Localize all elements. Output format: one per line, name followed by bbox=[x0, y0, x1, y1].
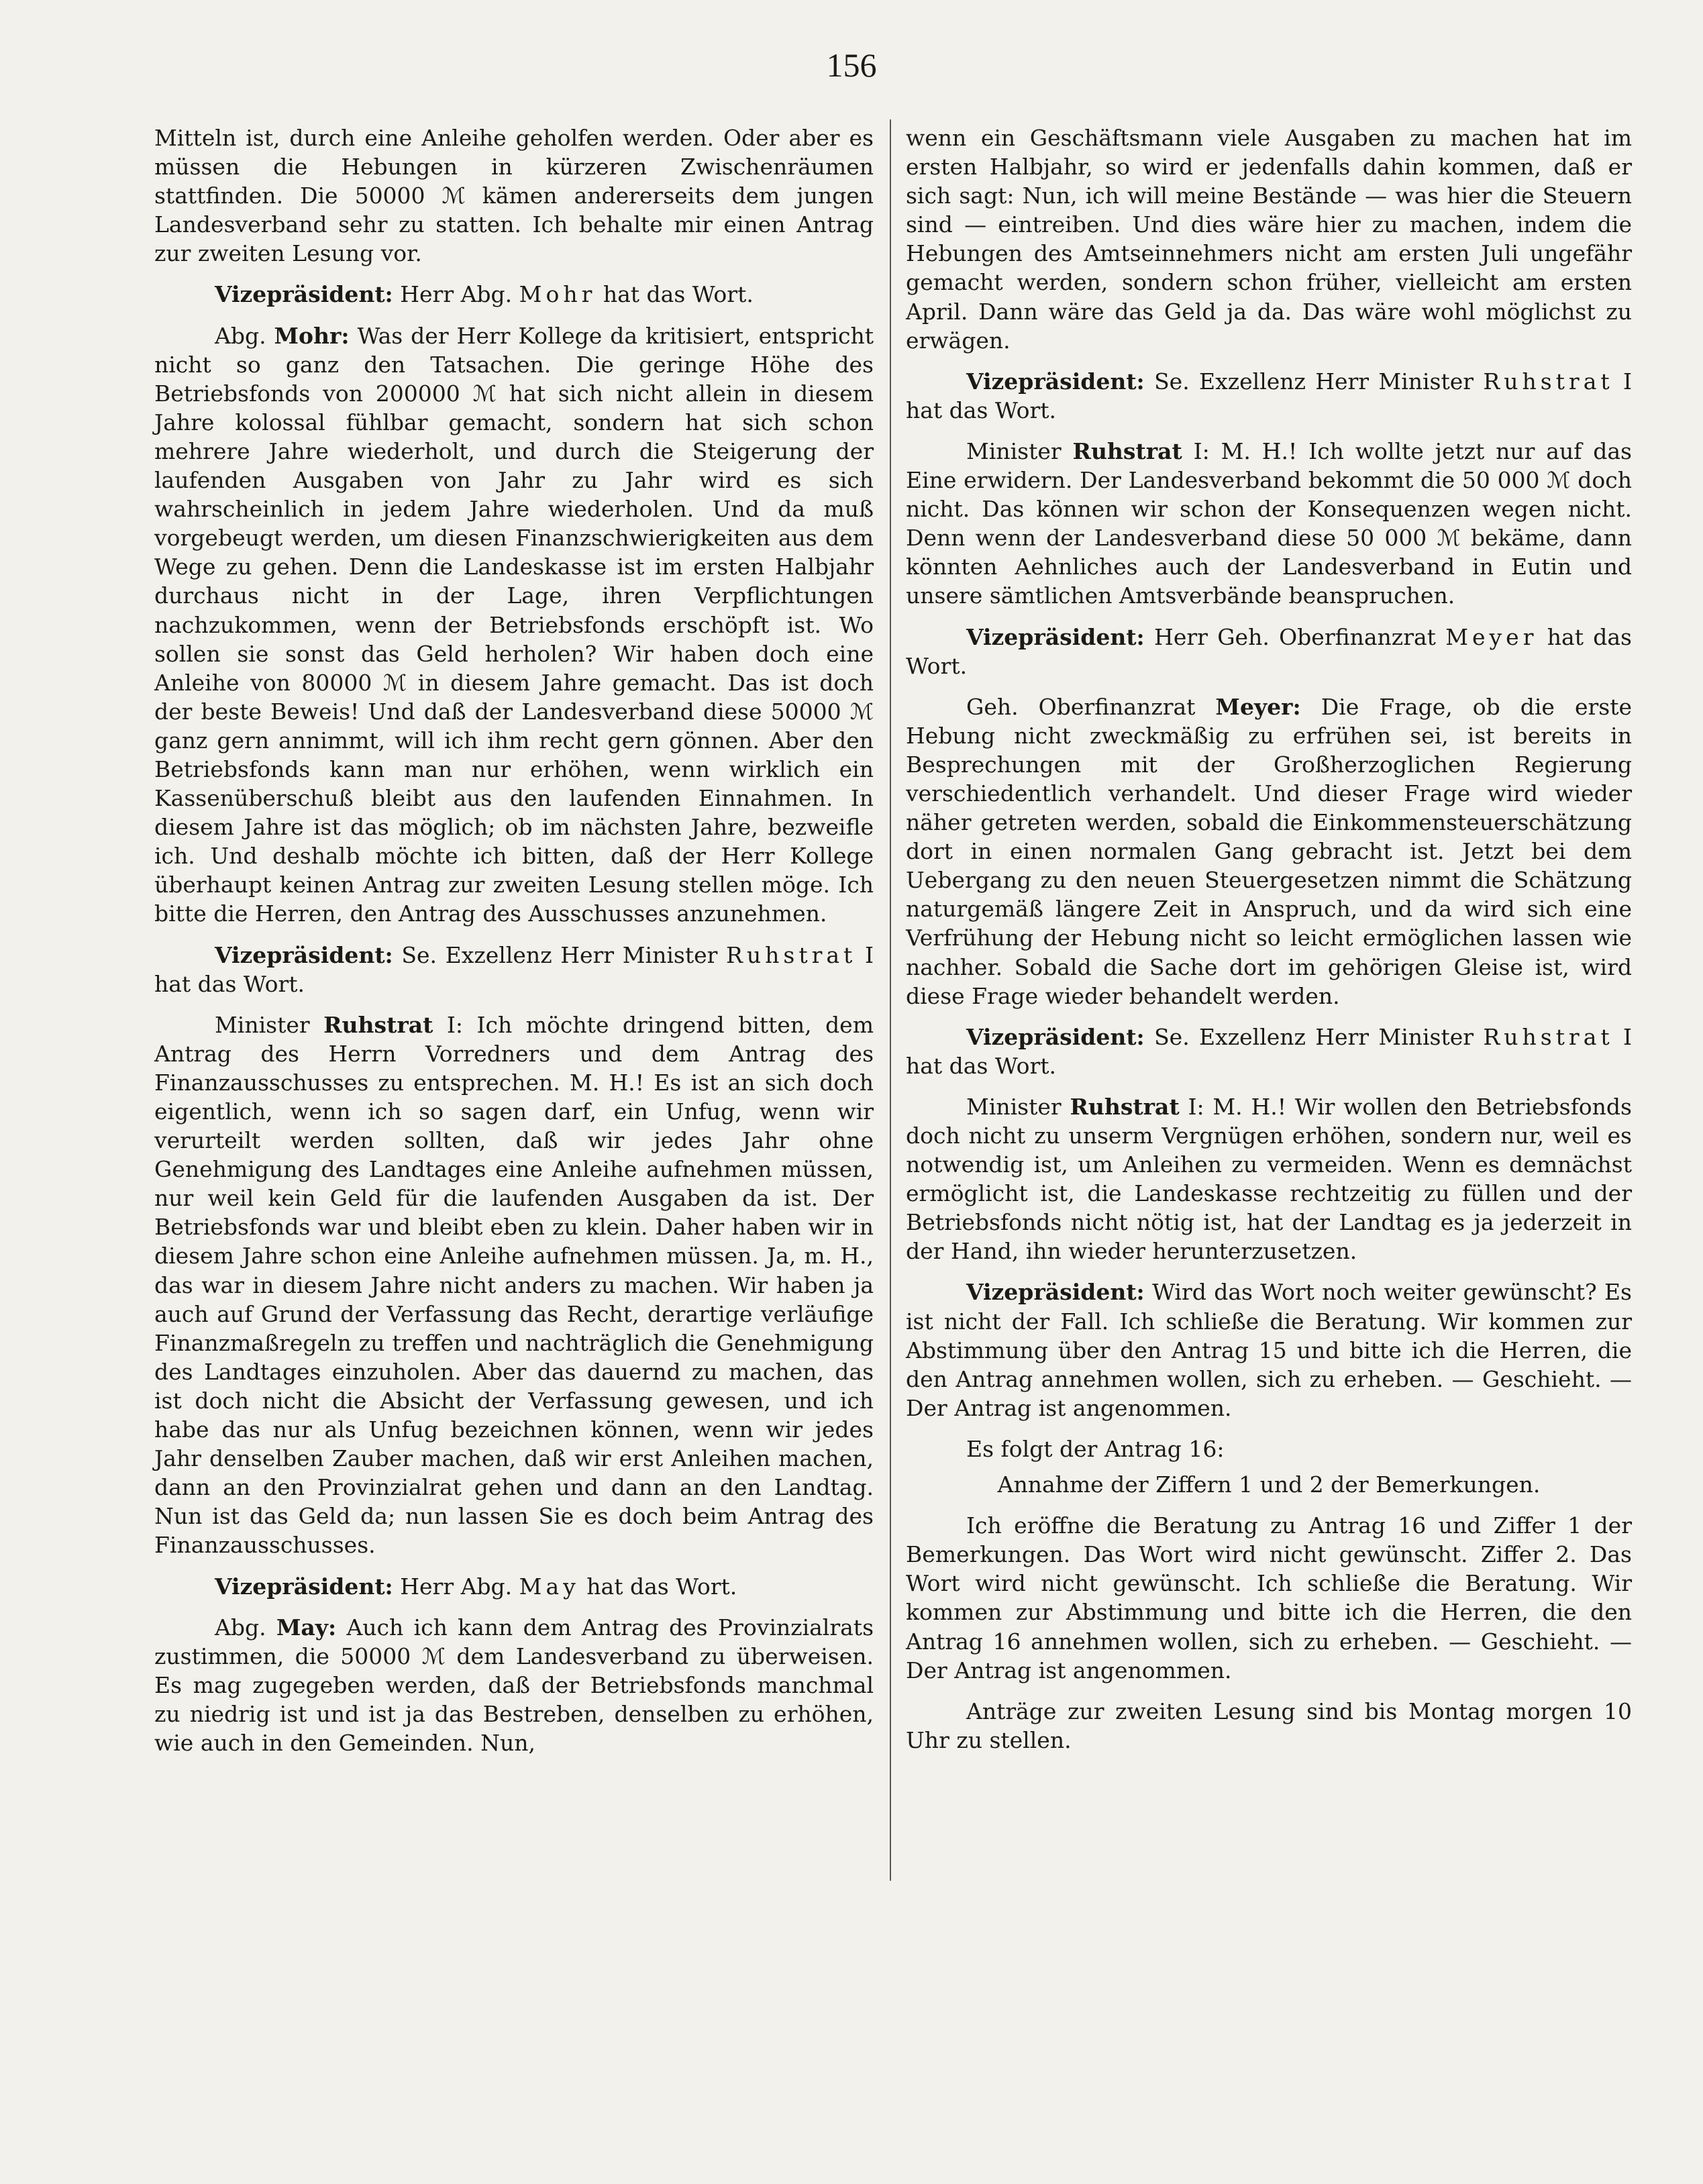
speech-text: I: M. H.! Ich wollte jetzt nur auf das Eine erwidern. Der Landesverband bekommt die 50 000 ℳ doch nicht. Das können wir schon der Konsequenzen wegen nicht. Denn wenn der Landesverband diese 50 000 ℳ bekäme, dann könnten Aehnliches auch der Landesverband in Eutin und unsere sämtlichen Amtsverbände beanspruchen. bbox=[906, 437, 1632, 609]
paragraph: Anträge zur zweiten Lesung sind bis Montag morgen 10 Uhr zu stellen. bbox=[906, 1698, 1632, 1753]
speaker-title: Geh. Oberfinanzrat bbox=[966, 693, 1216, 720]
speaker-title: Minister bbox=[215, 1011, 324, 1038]
statement-tail: hat das Wort. bbox=[579, 1573, 737, 1600]
chair-statement bbox=[906, 1278, 1632, 1422]
chair-statement bbox=[906, 1023, 1632, 1080]
statement-text: Herr Abg. bbox=[400, 281, 519, 308]
spaced-name: Ruhstrat bbox=[1483, 1023, 1614, 1050]
statement-text: Herr Abg. bbox=[400, 1573, 519, 1600]
column-divider bbox=[890, 119, 891, 1881]
statement-tail: I hat das Wort. bbox=[906, 1023, 1632, 1079]
statement-text: Herr Geh. Oberfinanzrat bbox=[1154, 623, 1446, 650]
speaker-title: Minister bbox=[966, 437, 1073, 464]
statement-tail: I hat das Wort. bbox=[906, 368, 1632, 423]
spaced-name: Meyer bbox=[1445, 623, 1538, 650]
statement-text: Se. Exzellenz Herr Minister bbox=[1154, 1023, 1484, 1050]
chair-statement bbox=[154, 941, 874, 998]
speaker-title: Abg. bbox=[215, 322, 274, 349]
speech-text: I: Ich möchte dringend bitten, dem Antrag des Herrn Vorredners und dem Antrag des Finanzausschusses zu entsprechen. M. H.! Es ist an sich doch eigentlich, wenn ich so sagen darf, ein Unfug, wenn wir verurteilt werden sollten, daß wir jedes Jahr ohne Genehmigung des Landtages eine Anleihe aufnehmen müssen, nur weil kein Geld für die laufenden Ausgaben da ist. Der Betriebsfonds war und bleibt eben zu klein. Daher haben wir in diesem Jahre schon eine Anleihe aufnehmen müssen. Ja, m. H., das war in diesem Jahre nicht anders zu machen. Wir haben ja auch auf Grund der Verfassung das Recht, derartige verläufige Finanzmaßregeln zu treffen und nachträglich die Genehmigung des Landtages einzuholen. Aber das dauernd zu machen, das ist doch nicht die Absicht der Verfassung gewesen, und ich habe das nur als Unfug bezeichnen können, wenn wir jedes Jahr denselben Zauber machen, daß wir erst Anleihen machen, dann an den Provinzialrat gehen und dann an den Landtag. Nun ist das Geld da; nun lassen Sie es doch beim Antrag des Finanzausschusses. bbox=[154, 1011, 874, 1559]
paragraph: Ich eröffne die Beratung zu Antrag 16 und Ziffer 1 der Bemerkungen. Das Wort wird nicht gewünscht. Ziffer 2. Das Wort wird nicht gewünscht. Ich schließe die Beratung. Wir kommen zur Abstimmung und bitte ich die Herren, die den Antrag 16 annehmen wollen, sich zu erheben. — Geschieht. — Der Antrag ist angenommen. bbox=[906, 1512, 1632, 1683]
statement-tail: hat das Wort. bbox=[906, 623, 1632, 679]
speaker-name: Vizepräsident: bbox=[215, 281, 393, 308]
speaker-name: Ruhstrat bbox=[1070, 1093, 1180, 1120]
speaker-name: Vizepräsident: bbox=[966, 368, 1145, 395]
speaker-title: Minister bbox=[966, 1093, 1070, 1120]
paragraph bbox=[154, 123, 874, 268]
page-number: 156 bbox=[826, 46, 877, 84]
speaker-name: Vizepräsident: bbox=[215, 1573, 393, 1600]
speech-paragraph bbox=[906, 437, 1632, 611]
paragraph-text: wenn ein Geschäftsmann viele Ausgaben zu machen hat im ersten Halbjahr, so wird er jedenfalls dahin kommen, daß er sich sagt: Nun, ich will meine Bestände — was hier die Steuern sind — eintreiben. Und dies wäre hier zu machen, indem die Hebungen des Amtseinnehmers nicht am ersten Juli ungefähr gemacht werden, sondern schon früher, vielleicht am ersten April. Dann wäre das Geld ja da. Das wäre wohl möglichst zu erwägen. bbox=[906, 125, 1632, 354]
paragraph bbox=[906, 123, 1632, 355]
speaker-name: Meyer: bbox=[1215, 693, 1301, 720]
speech-text: Auch ich kann dem Antrag des Provinzialrats zustimmen, die 50000 ℳ dem Landesverband zu überweisen. Es mag zugegeben werden, daß der Betriebsfonds manchmal zu niedrig ist und ist ja das Bestreben, denselben zu erhöhen, wie auch in den Gemeinden. Nun, bbox=[154, 1614, 874, 1756]
speaker-name: Vizepräsident: bbox=[215, 941, 393, 968]
spaced-name: May bbox=[519, 1573, 580, 1600]
statement-text: Wird das Wort noch weiter gewünscht? Es ist nicht der Fall. Ich schließe die Beratung. Wir kommen zur Abstimmung über den Antrag 15 und bitte ich die Herren, die den Antrag annehmen wollen, sich zu erheben. — Geschieht. — Der Antrag ist angenommen. bbox=[906, 1279, 1632, 1421]
speaker-name: May: bbox=[276, 1614, 337, 1641]
speech-text: I: M. H.! Wir wollen den Betriebsfonds doch nicht zu unserm Vergnügen erhöhen, sondern nur, weil es notwendig ist, um Anleihen zu vermeiden. Wenn es demnächst ermöglicht ist, die Landeskasse rechtzeitig zu füllen und der Betriebsfonds nicht nötig ist, hat der Landtag es ja jederzeit in der Hand, ihn wieder herunterzusetzen. bbox=[906, 1093, 1632, 1265]
speaker-title: Abg. bbox=[215, 1614, 276, 1641]
speaker-name: Vizepräsident: bbox=[966, 1023, 1145, 1050]
speaker-name: Vizepräsident: bbox=[966, 623, 1145, 650]
speech-text: Die Frage, ob die erste Hebung nicht zweckmäßig zu erfrühen sei, ist bereits in Besprechungen mit der Großherzoglichen Regierung verschiedentlich verhandelt. Und dieser Frage wird wieder näher getreten werden, sobald die Einkommensteuerschätzung dort in einen normalen Gang gebracht ist. Jetzt bei dem Uebergang zu den neuen Steuergesetzen nimmt die Schätzung naturgemäß längere Zeit in Anspruch, und da wird sich eine Verfrühung der Hebung nicht so leicht ermöglichen lassen wie nachher. Sobald die Sache dort im gehörigen Gleise ist, wird diese Frage wieder behandelt werden. bbox=[906, 693, 1632, 1009]
centered-line: Annahme der Ziffern 1 und 2 der Bemerkungen. bbox=[997, 1471, 1541, 1498]
speech-paragraph bbox=[154, 1010, 874, 1560]
statement-text: Se. Exzellenz Herr Minister bbox=[1154, 368, 1484, 395]
statement-tail: hat das Wort. bbox=[596, 281, 754, 308]
spaced-name: Ruhstrat bbox=[726, 941, 857, 968]
speech-paragraph bbox=[906, 1092, 1632, 1266]
chair-statement bbox=[906, 623, 1632, 680]
right-column bbox=[906, 123, 1632, 1755]
speech-paragraph bbox=[154, 1613, 874, 1757]
speech-paragraph bbox=[154, 321, 874, 929]
paragraph-text: Mitteln ist, durch eine Anleihe geholfen werden. Oder aber es müssen die Hebungen in kürzeren Zwischenräumen stattfinden. Die 50000 ℳ kämen andererseits dem jungen Landesverband sehr zu statten. Ich behalte mir einen Antrag zur zweiten Lesung vor. bbox=[154, 125, 874, 267]
spaced-name: Ruhstrat bbox=[1483, 368, 1614, 395]
chair-statement bbox=[154, 280, 874, 309]
speaker-name: Ruhstrat bbox=[1072, 437, 1182, 464]
speaker-name: Ruhstrat bbox=[323, 1011, 433, 1038]
speech-text: Was der Herr Kollege da kritisiert, entspricht nicht so ganz den Tatsachen. Die geringe Höhe des Betriebsfonds von 200000 ℳ hat sich nicht allein in diesem Jahre kolossal fühlbar gemacht, sondern hat sich schon mehrere Jahre wiederholt, und durch die Steigerung der laufenden Ausgaben von Jahr zu Jahr wird es sich wahrscheinlich in jedem Jahre wiederholen. Und da muß vorgebeugt werden, um diesen Finanzschwierigkeiten aus dem Wege zu gehen. Denn die Landeskasse ist im ersten Halbjahr durchaus nicht in der Lage, ihren Verpflichtungen nachzukommen, wenn der Betriebsfonds erschöpft ist. Wo sollen sie sonst das Geld herholen? Wir haben doch eine Anleihe von 80000 ℳ in diesem Jahre gemacht. Das ist doch der beste Beweis! Und daß der Landesverband diese 50000 ℳ ganz gern annimmt, will ich ihm recht gern gönnen. Aber den Betriebsfonds kann man nur erhöhen, wenn wirklich ein Kassenüberschuß bleibt aus den laufenden Einnahmen. In diesem Jahre ist das möglich; ob im nächsten Jahre, bezweifle ich. Und deshalb möchte ich bitten, daß der Herr Kollege überhaupt keinen Antrag zur zweiten Lesung stellen möge. Ich bitte die Herren, den Antrag des Ausschusses anzunehmen. bbox=[154, 322, 874, 927]
chair-statement bbox=[906, 367, 1632, 425]
statement-tail: I hat das Wort. bbox=[154, 941, 874, 997]
left-column bbox=[154, 123, 874, 1757]
speaker-name: Mohr: bbox=[274, 322, 350, 349]
speaker-name: Vizepräsident: bbox=[966, 1279, 1145, 1306]
statement-text: Se. Exzellenz Herr Minister bbox=[401, 941, 727, 968]
chair-statement bbox=[154, 1572, 874, 1601]
speech-paragraph bbox=[906, 692, 1632, 1010]
paragraph: Es folgt der Antrag 16: bbox=[966, 1435, 1225, 1462]
spaced-name: Mohr bbox=[519, 281, 597, 308]
